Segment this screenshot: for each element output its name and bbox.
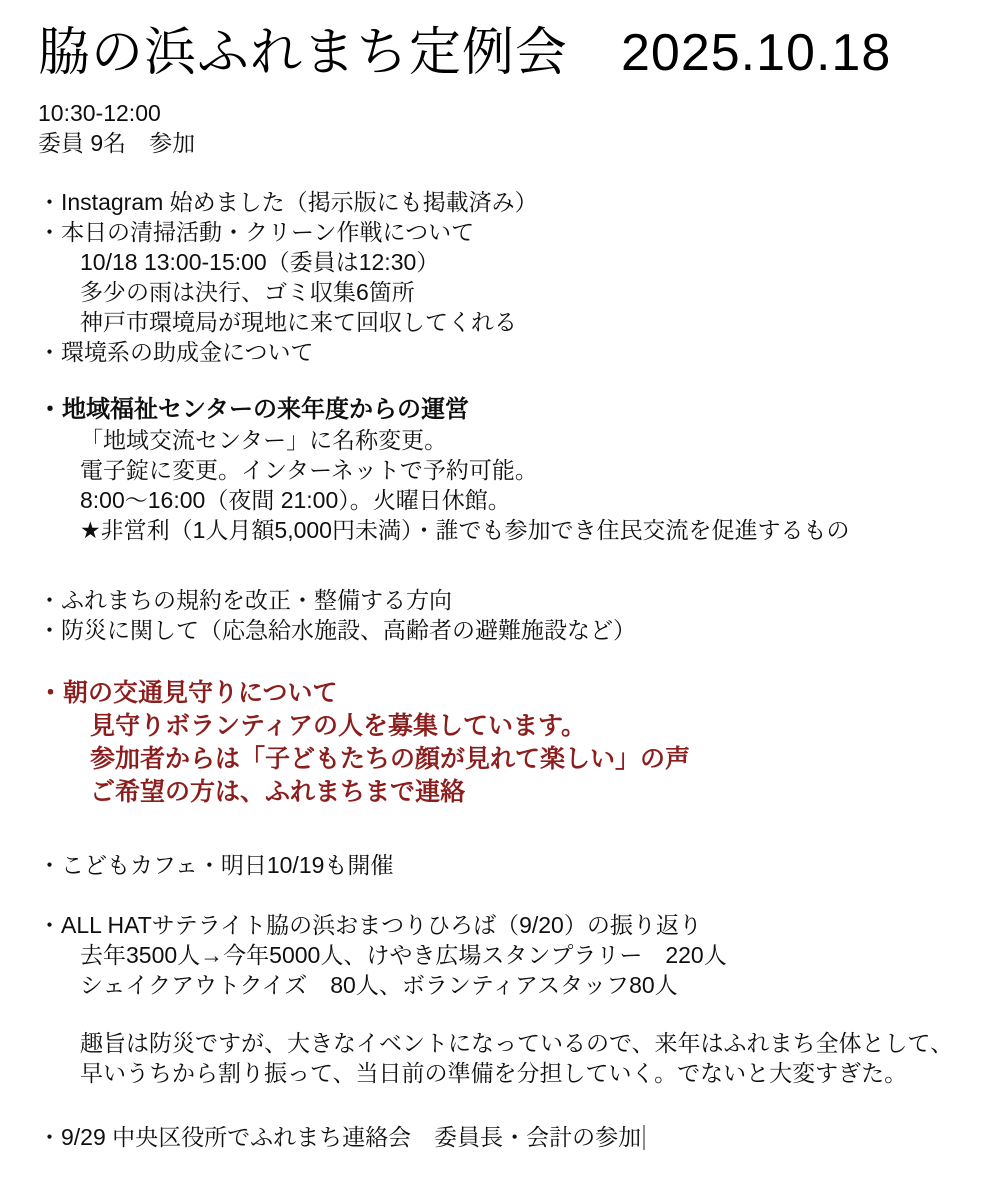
watch-voice: 参加者からは「子どもたちの顔が見れて楽しい」の声 [90,745,691,773]
bullet-grant: ・環境系の助成金について [38,339,314,365]
section-allhat-review [38,1028,970,1088]
section-traffic-watch [38,677,970,809]
section-allhat [38,910,970,1000]
bullet-bylaws: ・ふれまちの規約を改正・整備する方向 [38,587,452,613]
attendance: 委員 9名 参加 [38,130,196,156]
allhat-stats1: 去年3500人→今年5000人、けやき広場スタンプラリー 220人 [80,942,727,968]
text-cursor [643,1125,645,1150]
allhat-heading: ・ALL HATサテライト脇の浜おまつりひろば（9/20）の振り返り [38,912,702,938]
center-hours: 8:00〜16:00（夜間 21:00）。火曜日休館。 [80,487,511,513]
meeting-time: 10:30-12:00 [38,100,161,126]
page-title: 脇の浜ふれまち定例会 2025.10.18 [38,24,892,82]
center-lock: 電子錠に変更。インターネットで予約可能。 [80,457,538,483]
bullet-renrakukai [38,1122,970,1152]
cleanup-city: 神戸市環境局が現地に来て回収してくれる [80,309,517,335]
bullet-disaster: ・防災に関して（応急給水施設、高齢者の避難施設など） [38,617,636,643]
allhat-review1: 趣旨は防災ですが、大きなイベントになっているので、来年はふれまち全体として、 [80,1030,954,1056]
cleanup-rain: 多少の雨は決行、ゴミ収集6箇所 [80,279,415,305]
traffic-watch-heading: ・朝の交通見守りについて [38,679,338,707]
allhat-stats2: シェイクアウトクイズ 80人、ボランティアスタッフ80人 [80,972,678,998]
section-rules [38,585,970,645]
section-kids-cafe [38,850,970,880]
bullet-cleanup: ・本日の清掃活動・クリーン作戦について [38,219,475,245]
renrakukai-text: ・9/29 中央区役所でふれまち連絡会 委員長・会計の参加 [38,1124,642,1150]
cleanup-time: 10/18 13:00-15:00（委員は12:30） [80,249,440,275]
bullet-instagram: ・Instagram 始めました（掲示版にも掲載済み） [38,189,538,215]
section-agenda [38,187,970,367]
center-rename: 「地域交流センター」に名称変更。 [80,427,448,453]
meeting-meta [38,98,970,158]
welfare-center-heading: ・地域福祉センターの来年度からの運営 [38,396,470,423]
section-welfare-center [38,395,970,545]
watch-contact: ご希望の方は、ふれまちまで連絡 [90,778,466,806]
center-nonprofit: ★非営利（1人月額5,000円未満）・誰でも参加でき住民交流を促進するもの [80,517,850,543]
watch-recruit: 見守りボランティアの人を募集しています。 [90,712,587,740]
bullet-kids-cafe: ・こどもカフェ・明日10/19も開催 [38,852,394,878]
allhat-review2: 早いうちから割り振って、当日前の準備を分担していく。でないと大変すぎた。 [80,1060,908,1086]
section-renrakukai [38,1122,970,1152]
